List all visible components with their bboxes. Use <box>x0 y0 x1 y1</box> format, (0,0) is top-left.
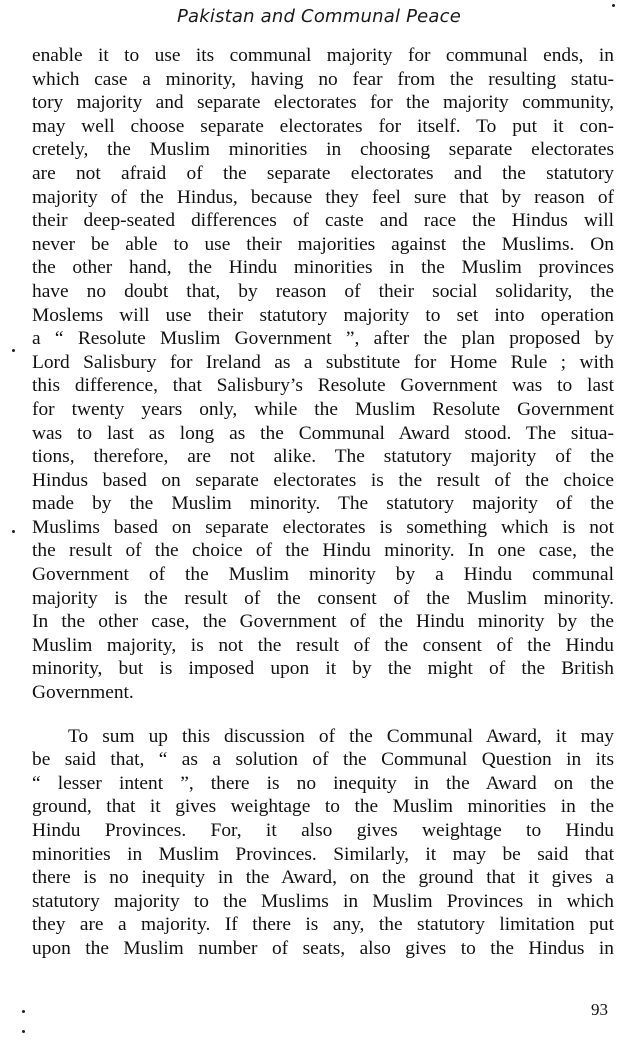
text-line: tions, therefore, are not alike. The statutory majority of the <box>32 446 614 468</box>
text-line: tory majority and separate electorates for the majority community, <box>32 92 614 114</box>
text-line: “ lesser intent ”, there is no inequity in the Award on the <box>32 772 614 794</box>
text-line: be said that, “ as a solution of the Communal Question in its <box>32 749 614 771</box>
paragraph-1 <box>32 44 614 705</box>
running-head: Pakistan and Communal Peace <box>176 6 462 27</box>
scan-speck <box>12 530 15 533</box>
text-line: Hindus based on separate electorates is the result of the choice <box>32 469 614 491</box>
text-line: Government. <box>32 682 134 704</box>
text-line: which case a minority, having no fear from the resulting statu- <box>32 68 614 90</box>
text-line: their deep-seated differences of caste and race the Hindus will <box>32 210 614 232</box>
scan-speck <box>22 1030 25 1033</box>
page-number: 93 <box>591 1000 608 1019</box>
text-line: To sum up this discussion of the Communal Award, it may <box>68 725 614 747</box>
text-line: enable it to use its communal majority for communal ends, in <box>32 45 614 66</box>
paragraph-2 <box>32 725 614 961</box>
text-line: minority, but is imposed upon it by the might of the British <box>32 658 614 680</box>
text-line: a “ Resolute Muslim Government ”, after the plan proposed by <box>32 328 614 350</box>
text-line: for twenty years only, while the Muslim Resolute Government <box>32 398 614 420</box>
scan-speck <box>612 4 615 7</box>
text-line: the other hand, the Hindu minorities in the Muslim provinces <box>32 257 614 279</box>
text-line: was to last as long as the Communal Award stood. The situa- <box>32 422 614 444</box>
scan-speck <box>12 349 15 352</box>
text-line: Government of the Muslim minority by a Hindu communal <box>32 564 614 586</box>
text-line: the result of the choice of the Hindu minority. In one case, the <box>32 540 614 562</box>
text-line: majority of the Hindus, because they feel sure that by reason of <box>32 186 614 208</box>
text-line: cretely, the Muslim minorities in choosing separate electorates <box>32 139 614 161</box>
text-line: upon the Muslim number of seats, also gives to the Hindus in <box>32 937 614 959</box>
text-line: ground, that it gives weightage to the Muslim minorities in the <box>32 796 614 818</box>
text-line: majority is the result of the consent of the Muslim minority. <box>32 587 614 609</box>
text-line: never be able to use their majorities against the Muslims. On <box>32 233 614 255</box>
paragraph-break <box>32 705 614 725</box>
text-line: statutory majority to the Muslims in Muslim Provinces in which <box>32 890 614 912</box>
text-line: minorities in Muslim Provinces. Similarly, it may be said that <box>32 843 614 865</box>
text-line: this difference, that Salisbury’s Resolute Government was to last <box>32 375 614 397</box>
text-line: Lord Salisbury for Ireland as a substitute for Home Rule ; with <box>32 351 614 373</box>
text-line: Moslems will use their statutory majority to set into operation <box>32 304 614 326</box>
text-line: Muslims based on separate electorates is something which is not <box>32 516 614 538</box>
text-line: they are a majority. If there is any, the statutory limitation put <box>32 914 614 936</box>
text-line: In the other case, the Government of the Hindu minority by the <box>32 611 614 633</box>
text-line: may well choose separate electorates for itself. To put it con- <box>32 115 614 137</box>
text-line: have no doubt that, by reason of their social solidarity, the <box>32 280 614 302</box>
scan-speck <box>22 1010 25 1013</box>
text-line: Hindu Provinces. For, it also gives weightage to Hindu <box>32 820 614 841</box>
text-line: Muslim majority, is not the result of the consent of the Hindu <box>32 634 614 656</box>
body-text <box>32 44 614 961</box>
text-line: are not afraid of the separate electorates and the statutory <box>32 162 614 184</box>
text-line: there is no inequity in the Award, on the ground that it gives a <box>32 867 614 889</box>
text-line: made by the Muslim minority. The statutory majority of the <box>32 493 614 515</box>
